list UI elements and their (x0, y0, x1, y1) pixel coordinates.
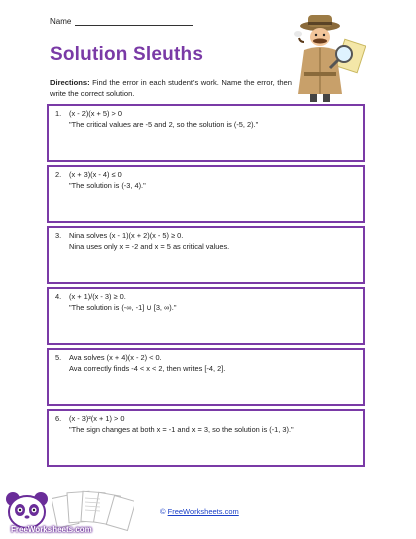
problem-box-1[interactable] (47, 104, 365, 162)
problem-student-work: "The solution is (-3, 4)." (69, 180, 146, 190)
name-field (50, 17, 193, 26)
problem-student-work: Nina uses only x = -2 and x = 5 as critical values. (69, 241, 230, 251)
problem-statement: (x + 3)(x - 4) ≤ 0 (69, 170, 122, 179)
copyright-symbol: © (160, 507, 166, 516)
problem-student-work: Ava correctly finds -4 < x < 2, then writes [-4, 2]. (69, 363, 226, 373)
problem-statement: (x + 1)/(x - 3) ≥ 0. (69, 292, 126, 301)
problem-box-2[interactable] (47, 165, 365, 223)
problem-box-4[interactable] (47, 287, 365, 345)
logo-text: FreeWorksheets.com (11, 525, 92, 534)
directions-text: Find the error in each student's work. Name the error, then write the correct solution. (50, 78, 292, 98)
problem-statement: (x - 2)(x + 5) > 0 (69, 109, 122, 118)
name-blank[interactable] (75, 17, 193, 26)
problem-student-work: "The solution is (-∞, -1] ∪ [3, ∞)." (69, 302, 177, 312)
problem-list (47, 104, 365, 470)
name-label: Name (50, 17, 72, 26)
problem-number: 3. (55, 231, 62, 240)
problem-number: 4. (55, 292, 62, 301)
problem-number: 1. (55, 109, 62, 118)
problem-box-6[interactable] (47, 409, 365, 467)
problem-statement: Nina solves (x - 1)(x + 2)(x - 5) ≥ 0. (69, 231, 184, 240)
directions-label: Directions: (50, 78, 90, 87)
detective-icon (290, 12, 366, 104)
problem-box-5[interactable] (47, 348, 365, 406)
problem-statement: Ava solves (x + 4)(x - 2) < 0. (69, 353, 162, 362)
problem-number: 5. (55, 353, 62, 362)
problem-number: 6. (55, 414, 62, 423)
problem-statement: (x - 3)²(x + 1) > 0 (69, 414, 125, 423)
copyright-link[interactable] (160, 507, 239, 516)
site-link[interactable]: FreeWorksheets.com (167, 507, 239, 516)
problem-number: 2. (55, 170, 62, 179)
page-title: Solution Sleuths (50, 44, 204, 65)
directions (50, 77, 292, 99)
problem-student-work: "The sign changes at both x = -1 and x = 3, so the solution is (-1, 3)." (69, 424, 294, 434)
problem-box-3[interactable] (47, 226, 365, 284)
problem-student-work: "The critical values are -5 and 2, so the solution is (-5, 2)." (69, 119, 259, 129)
